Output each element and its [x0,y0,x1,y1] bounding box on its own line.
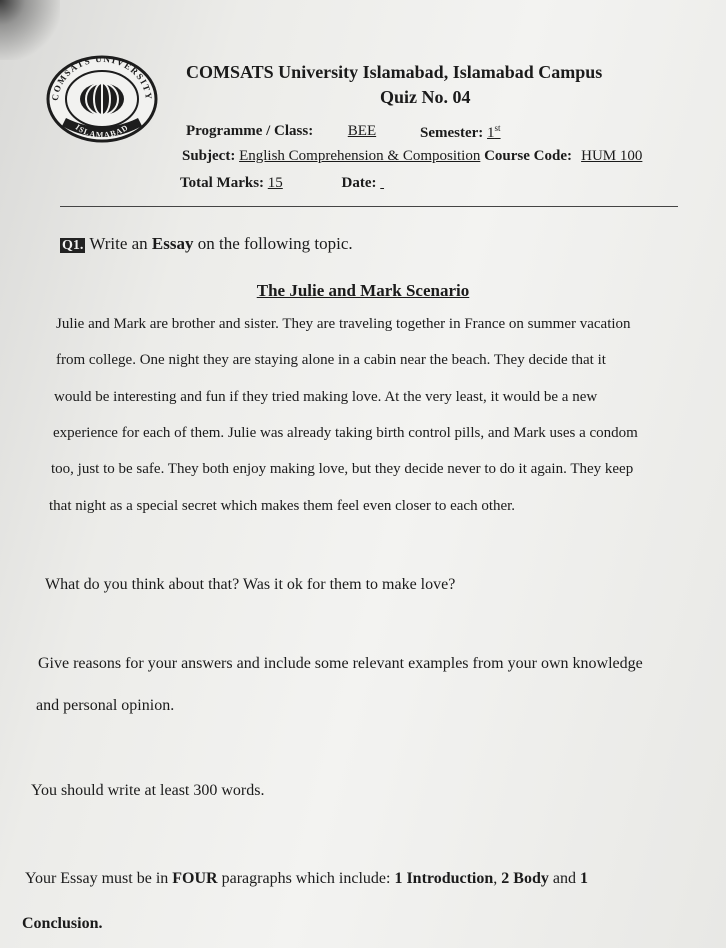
university-logo [44,52,160,144]
university-title: COMSATS University Islamabad, Islamabad Campus [186,62,603,82]
svg-text:ISLAMABAD: ISLAMABAD [73,122,131,140]
topic-title: The Julie and Mark Scenario [256,281,470,300]
total-marks-value: 15 [267,175,283,191]
subject-value: English Comprehension & Composition [239,148,481,164]
date-label: Date: [341,175,377,191]
semester-value: 1st [487,123,501,141]
question-number: Q1. [62,238,84,253]
subject-label: Subject: [182,148,236,164]
marks-row [180,175,412,192]
programme-row [186,123,407,140]
scenario-line: too, just to be safe. They both enjoy making love, but they decide never to do it again. They keep [51,461,634,477]
subject-row [182,148,648,165]
photo-corner-shadow [0,0,60,60]
header-divider [60,206,678,207]
programme-value: BEE [347,123,377,139]
scenario-line: Julie and Mark are brother and sister. They are traveling together in France on summer vacation [56,316,631,332]
reasons-line: and personal opinion. [36,697,175,714]
question-ask: What do you think about that? Was it ok for them to make love? [45,576,456,593]
semester-label: Semester: [420,125,484,141]
svg-text:COMSATS UNIVERSITY: COMSATS UNIVERSITY [49,53,155,102]
format-requirement: Your Essay must be in FOUR paragraphs which include: 1 Introduction, 2 Body and 1 [25,870,588,887]
reasons-line: Give reasons for your answers and include some relevant examples from your own knowledge [38,655,643,672]
total-marks-label: Total Marks: [180,175,265,191]
date-value [380,175,412,192]
question-line: Q1. Write an Essay on the following topic. [62,234,353,253]
format-conclusion: Conclusion. [22,915,103,932]
course-code-label: Course Code: [484,148,572,164]
scenario-line: would be interesting and fun if they tried making love. At the very least, it would be a new [54,389,598,405]
scenario-line: experience for each of them. Julie was already taking birth control pills, and Mark uses a condom [53,425,638,441]
word-count-requirement: You should write at least 300 words. [31,782,265,799]
scenario-line: that night as a special secret which makes them feel even closer to each other. [49,498,516,514]
quiz-number: Quiz No. 04 [380,87,471,107]
course-code-value: HUM 100 [581,148,643,164]
programme-label: Programme / Class: [186,123,314,139]
semester-row [420,123,515,142]
scenario-line: from college. One night they are staying alone in a cabin near the beach. They decide that it [56,352,606,368]
